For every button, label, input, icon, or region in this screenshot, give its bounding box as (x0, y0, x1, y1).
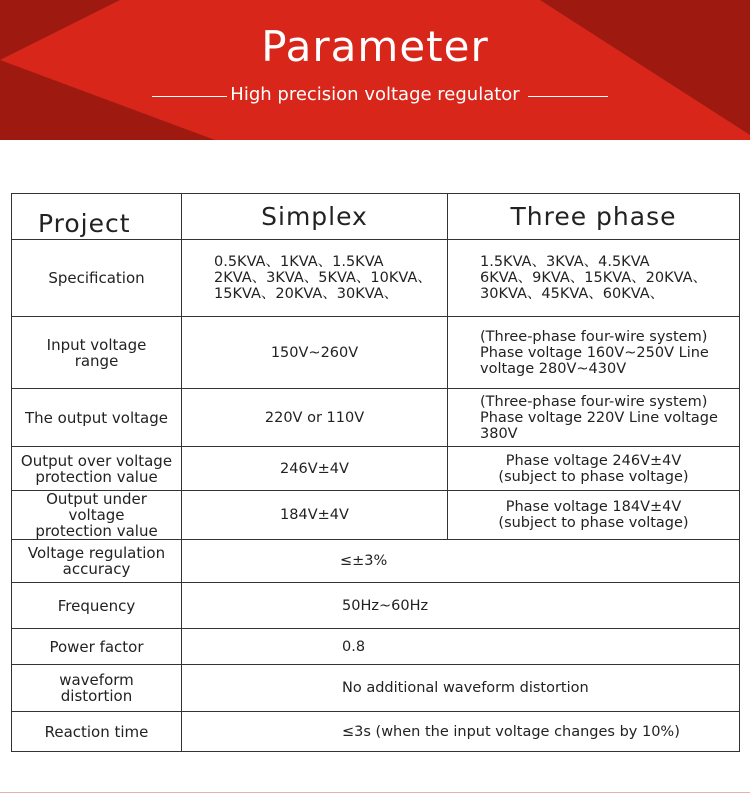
cell-simplex: 220V or 110V (182, 389, 448, 447)
cell-value: ≤3s (when the input voltage changes by 10%) (182, 712, 740, 752)
cell-simplex: 184V±4V (182, 491, 448, 540)
subtitle-line-right (528, 96, 608, 97)
cell-simplex: 0.5KVA、1KVA、1.5KVA 2KVA、3KVA、5KVA、10KVA、 15KVA、20KVA、30KVA、 (182, 240, 448, 317)
table-row-under-protection (12, 491, 740, 540)
cell-simplex: 150V~260V (182, 317, 448, 389)
cell-three-phase: (Three-phase four-wire system) Phase voltage 160V~250V Line voltage 280V~430V (448, 317, 740, 389)
table-row-specification (12, 240, 740, 317)
cell-value: No additional waveform distortion (182, 665, 740, 712)
row-label: Frequency (12, 583, 182, 629)
header-simplex: Simplex (182, 194, 448, 240)
row-label: Reaction time (12, 712, 182, 752)
row-label: Specification (12, 240, 182, 317)
row-label: Output over voltage protection value (12, 447, 182, 491)
row-label: Input voltage range (12, 317, 182, 389)
table-row-accuracy (12, 540, 740, 583)
cell-simplex: 246V±4V (182, 447, 448, 491)
cell-value: 50Hz~60Hz (182, 583, 740, 629)
table-row-output-voltage (12, 389, 740, 447)
table-header-row (12, 194, 740, 240)
cell-three-phase: (Three-phase four-wire system) Phase voltage 220V Line voltage 380V (448, 389, 740, 447)
page-title: Parameter (261, 22, 489, 71)
row-label: Voltage regulation accuracy (12, 540, 182, 583)
page-subtitle: High precision voltage regulator (230, 84, 520, 105)
row-label: Power factor (12, 629, 182, 665)
cell-three-phase: Phase voltage 246V±4V (subject to phase voltage) (448, 447, 740, 491)
row-label: waveform distortion (12, 665, 182, 712)
cell-three-phase: Phase voltage 184V±4V (subject to phase voltage) (448, 491, 740, 540)
row-label: Output under voltage protection value (12, 491, 182, 540)
header-three-phase: Three phase (448, 194, 740, 240)
table-row-input-voltage (12, 317, 740, 389)
table-row-over-protection (12, 447, 740, 491)
parameter-table (11, 193, 740, 752)
cell-three-phase: 1.5KVA、3KVA、4.5KVA 6KVA、9KVA、15KVA、20KVA、 30KVA、45KVA、60KVA、 (448, 240, 740, 317)
table-row-power-factor (12, 629, 740, 665)
table-row-frequency (12, 583, 740, 629)
cell-value: ≤±3% (182, 540, 740, 583)
table-row-waveform (12, 665, 740, 712)
table-row-reaction (12, 712, 740, 752)
header-project: Project (12, 194, 182, 240)
header-banner (0, 0, 750, 140)
cell-value: 0.8 (182, 629, 740, 665)
row-label: The output voltage (12, 389, 182, 447)
bottom-divider (0, 792, 750, 793)
